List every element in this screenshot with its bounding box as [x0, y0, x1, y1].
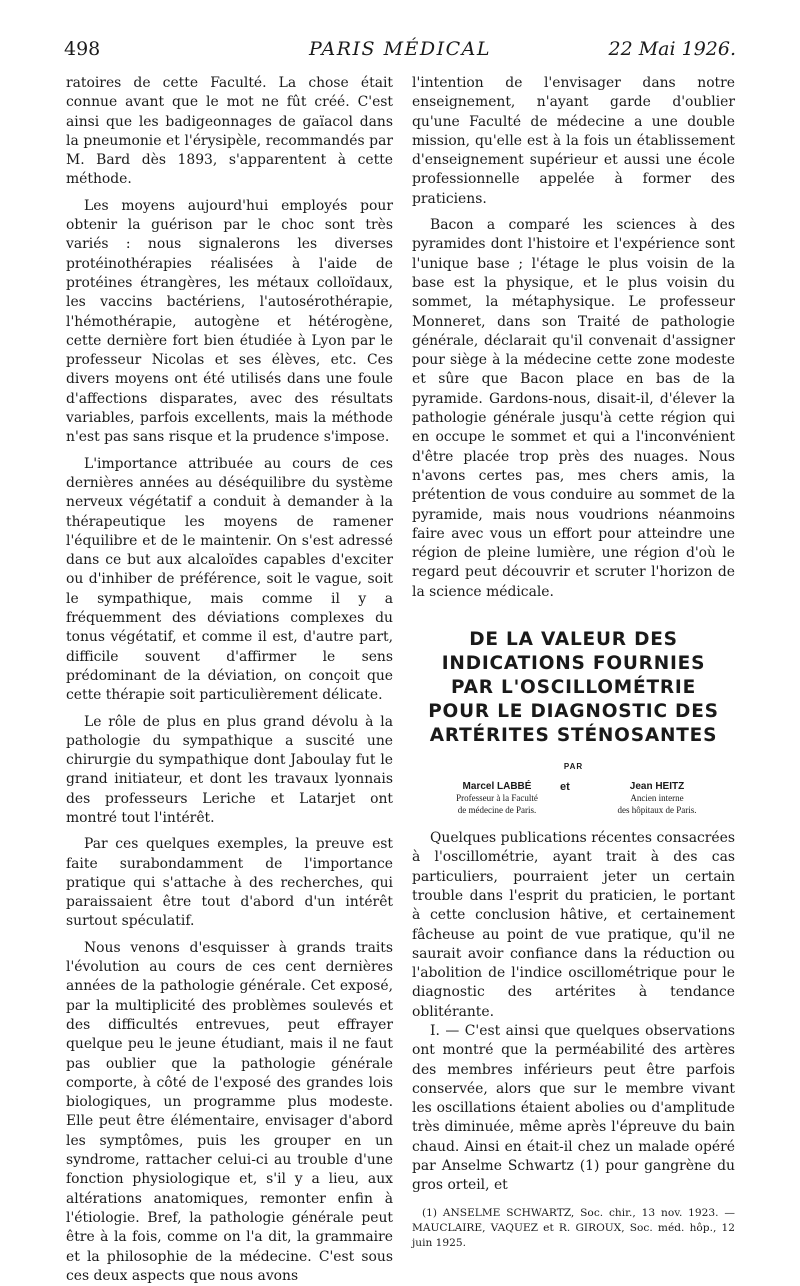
author-name: Marcel LABBÉ [462, 781, 532, 793]
author-role: des hôpitaux de Paris. [617, 805, 697, 816]
by-label: PAR [563, 762, 584, 772]
footnote: (1) ANSELME SCHWARTZ, Soc. chir., 13 nov. 1923. — MAUCLAIRE, VAQUEZ et R. GIROUX, Soc. méd. hôp., 12 juin 1925. [412, 1206, 735, 1249]
authors-block [412, 781, 735, 829]
article-title-line: POUR LE DIAGNOSTIC DES [428, 701, 719, 723]
paragraph: I. — C'est ainsi que quelques observations ont montré que la perméabilité des artères des membres inférieurs peut être parfois conservée, alors que sur le membre vivant les oscillations étaient abolies ou d'amplitude très diminuée, même après l'épreuve du bain chaud. Ainsi en était-il chez un malade opéré par Anselme Schwartz (1) pour gangrène du gros orteil, et [412, 1022, 735, 1194]
page-number: 498 [64, 38, 101, 60]
right-column [412, 74, 735, 1251]
journal-title: PARIS MÉDICAL [308, 38, 492, 60]
issue-date: 22 Mai 1926. [608, 38, 736, 60]
paragraph: Quelques publications récentes consacrées à l'oscillométrie, ayant trait à des cas particuliers, pourraient jeter un certain trouble dans l'esprit du praticien, le portant à cette conclusion hâtive, et certainement fâcheuse au point de vue pratique, qu'il ne saurait avoir confiance dans la réduction ou l'abolition de l'indice oscillométrique pour le diagnostic des artérites à tendance oblitérante. [412, 830, 735, 1020]
paragraph: Bacon a comparé les sciences à des pyramides dont l'histoire et l'expérience sont l'unique base ; l'étage le plus voisin de la base est la physique, et le plus voisin du sommet, la métaphysique. Le professeur Monneret, dans son Traité de pathologie générale, déclarait qu'il convenait d'assigner pour siège à la médecine cette zone modeste et sûre que Bacon place en bas de la pyramide. Gardons-nous, disait-il, d'élever la pathologie générale jusqu'à cette région qui en occupe le sommet et qui a l'inconvénient d'être placée trop près des nuages. Nous n'avons certes pas, mes chers amis, la prétention de vous conduire au sommet de la pyramide, mais nous voudrions néanmoins faire avec vous un effort pour atteindre une région de pleine lumière, une région d'où le regard peut découvrir et scruter l'horizon de la science médicale. [412, 217, 735, 600]
article-title-line: ARTÉRITES STÉNOSANTES [429, 725, 718, 747]
article-title-line: PAR L'OSCILLOMÉTRIE [450, 677, 697, 699]
page-header [64, 38, 736, 68]
author-role: Ancien interne [630, 793, 684, 804]
paragraph: l'intention de l'envisager dans notre enseignement, n'ayant garde d'oublier qu'une Faculté de médecine a une double mission, qu'elle est à la fois un établissement d'enseignement supérieur et aussi une école professionnelle appelée à former des praticiens. [412, 75, 735, 207]
paragraph: ratoires de cette Faculté. La chose était connue avant que le mot ne fût créé. C'est ainsi que les badigeonnages de gaïacol dans la pneumonie et l'érysipèle, recommandés par M. Bard dès 1893, s'apparentent à cette méthode. [66, 75, 393, 188]
left-column [66, 74, 393, 1286]
article-title-line: INDICATIONS FOURNIES [441, 653, 706, 675]
paragraph: Nous venons d'esquisser à grands traits l'évolution au cours de ces cent dernières années de la pathologie générale. Cet exposé, par la multiplicité des problèmes soulevés et des difficultés entrevues, peut effrayer quelque peu le jeune étudiant, mais il ne faut pas oublier que la pathologie générale comporte, à côté de l'exposé des grandes lois biologiques, un programme plus modeste. Elle peut être élémentaire, envisager d'abord les symptômes, puis les grouper en un syndrome, rattacher celui-ci au trouble d'une fonction physiologique et, s'il y a lieu, aux altérations anatomiques, remonter enfin à l'étiologie. Bref, la pathologie générale peut être à la fois, comme on l'a dit, la grammaire et la philosophie de la médecine. C'est sous ces deux aspects que nous avons [66, 939, 393, 1284]
paragraph: Par ces quelques exemples, la preuve est faite surabondamment de l'importance pratique qui s'attache à des recherches, qui paraissaient être tout d'abord d'un intérêt surtout spéculatif. [66, 836, 393, 930]
paragraph: Les moyens aujourd'hui employés pour obtenir la guérison par le choc sont très variés : nous signalerons les diverses protéinothérapies réalisées à l'aide de protéines étrangères, les métaux colloïdaux, les vaccins bactériens, l'autosérothérapie, l'hémothérapie, autogène et hétérogène, cette dernière fort bien étudiée à Lyon par le professeur Nicolas et ses élèves, etc. Ces divers moyens ont été utilisés dans une foule d'affections disparates, avec des résultats variables, parfois excellents, mais la méthode n'est pas sans risque et la prudence s'impose. [66, 197, 393, 446]
article-title [412, 628, 735, 748]
author-labbe [422, 781, 572, 816]
article [412, 628, 735, 1251]
article-title-line: DE LA VALEUR DES [469, 629, 678, 651]
author-conjunction: et [560, 781, 570, 794]
paragraph: L'importance attribuée au cours de ces dernières années au déséquilibre du système nerveux végétatif a conduit à demander à la thérapeutique les moyens de ramener l'équilibre et de le maintenir. On s'est adressé dans ce but aux alcaloïdes capables d'exciter ou d'inhiber de préférence, soit le vague, soit le sympathique, mais comme il y a fréquemment des déviations complexes du tonus végétatif, et comme il est, d'autre part, difficile souvent d'affirmer le sens prédominant de la déviation, on conçoit que cette thérapie soit particulièrement délicate. [66, 455, 393, 704]
author-role: de médecine de Paris. [457, 805, 537, 816]
author-name: Jean HEITZ [629, 781, 685, 793]
author-heitz [582, 781, 732, 816]
paragraph: Le rôle de plus en plus grand dévolu à la pathologie du sympathique a suscité une chirurgie du sympathique dont Jaboulay fut le grand initiateur, et dont les travaux lyonnais des professeurs Leriche et Latarjet ont montré tout l'intérêt. [66, 713, 393, 826]
author-role: Professeur à la Faculté [456, 793, 538, 804]
